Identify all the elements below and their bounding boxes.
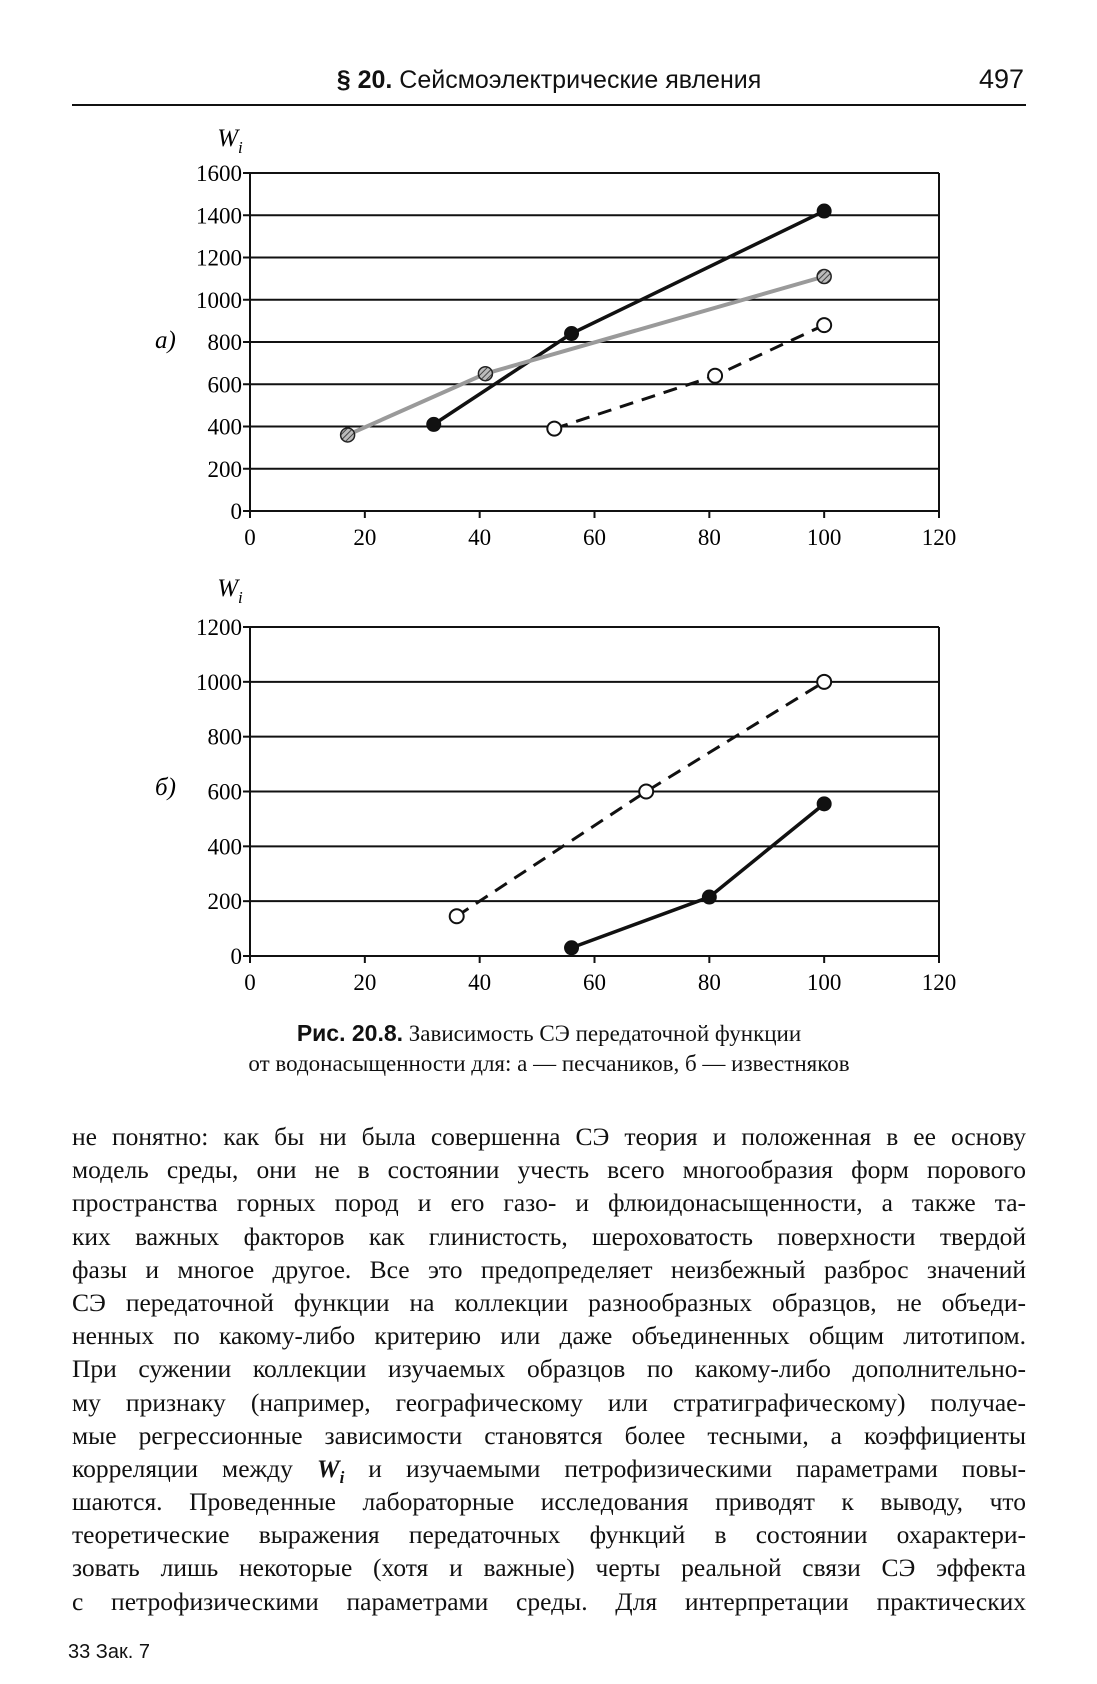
body-line: шаются. Проведенные лабораторные исследования приводят к выводу, что xyxy=(72,1487,1026,1517)
y-tick-label: 1000 xyxy=(196,287,242,313)
y-tick-label: 800 xyxy=(207,330,242,355)
x-tick-label: 100 xyxy=(806,525,842,550)
y-tick-label: 1000 xyxy=(196,669,242,695)
y-tick-label: 0 xyxy=(230,499,242,524)
data-point xyxy=(450,909,464,923)
series-line-2 xyxy=(572,804,825,948)
body-line: корреляции между $W_i$ и изучаемыми петрофизическими параметрами повы- xyxy=(72,1453,1026,1487)
figure-label: Рис. 20.8. xyxy=(296,1020,404,1046)
printer-signature: 33 Зак. 7 xyxy=(68,1641,150,1663)
y-tick-label: 400 xyxy=(207,834,242,860)
data-point xyxy=(817,797,831,811)
data-point xyxy=(478,367,492,381)
body-line: ненных по какому-либо критерию или даже объединенных общим литотипом. xyxy=(72,1321,1026,1351)
body-line: с петрофизическими параметрами среды. Для интерпретации практических xyxy=(72,1586,1026,1616)
y-tick-label: 1200 xyxy=(196,245,242,271)
chart-panel-2 xyxy=(155,575,956,995)
data-point xyxy=(817,318,831,332)
data-point xyxy=(427,417,441,431)
y-tick-label: 1200 xyxy=(196,615,242,640)
data-point xyxy=(817,270,831,284)
series-line-1 xyxy=(434,211,824,424)
body-line: му признаку (например, географическому или стратиграфическому) получае- xyxy=(72,1387,1026,1417)
body-line: ких важных факторов как глинистость, шероховатость поверхности твердой xyxy=(72,1221,1026,1251)
y-tick-label: 0 xyxy=(230,944,242,969)
y-tick-label: 600 xyxy=(207,372,242,398)
body-paragraph xyxy=(72,1120,1026,1618)
body-line: фазы и многое другое. Все это предопределяет неизбежный разброс значений xyxy=(72,1254,1026,1284)
y-tick-label: 600 xyxy=(207,779,242,805)
x-tick-label: 0 xyxy=(244,970,256,995)
y-tick-label: 200 xyxy=(207,456,242,482)
caption-line-2: от водонасыщенности для: а — песчаников, б — известняков xyxy=(248,1051,850,1076)
series-line-1 xyxy=(457,682,824,916)
y-tick-label: 1600 xyxy=(196,161,242,186)
data-point xyxy=(547,422,561,436)
body-line: не понятно: как бы ни была совершенна СЭ теория и положенная в ее основу xyxy=(72,1122,1026,1151)
x-tick-label: 40 xyxy=(468,970,492,995)
body-line: модель среды, они не в состоянии учесть всего многообразия форм порового xyxy=(72,1155,1026,1185)
x-tick-label: 120 xyxy=(921,525,957,550)
data-point xyxy=(708,369,722,383)
figure-caption xyxy=(72,1018,1026,1079)
data-point xyxy=(639,785,653,799)
x-tick-label: 60 xyxy=(583,525,606,550)
y-tick-label: 200 xyxy=(207,889,242,915)
panel-label: б) xyxy=(155,774,176,801)
y-tick-label: 800 xyxy=(207,724,242,750)
caption-line-1: Зависимость СЭ передаточной функции xyxy=(408,1021,802,1046)
x-tick-label: 60 xyxy=(583,970,606,995)
body-line: мые регрессионные зависимости становятся более тесными, а коэффициенты xyxy=(72,1420,1026,1450)
x-tick-label: 40 xyxy=(468,525,492,550)
y-tick-label: 400 xyxy=(207,414,242,440)
data-point xyxy=(341,428,355,442)
page-number: 497 xyxy=(978,64,1024,94)
x-tick-label: 100 xyxy=(806,970,842,995)
x-tick-label: 120 xyxy=(921,970,957,995)
x-tick-label: 20 xyxy=(353,970,377,995)
body-line: СЭ передаточной функции на коллекции разнообразных образцов, не объеди- xyxy=(72,1287,1026,1317)
x-tick-label: 80 xyxy=(697,970,721,995)
y-axis-label: $W_i$ xyxy=(217,575,243,607)
chart-panel-1 xyxy=(155,125,956,550)
data-point xyxy=(702,890,716,904)
body-line: зовать лишь некоторые (хотя и важные) черты реальной связи СЭ эффекта xyxy=(72,1553,1026,1583)
body-line: пространства горных пород и его газо- и флюидонасыщенности, а также та- xyxy=(72,1188,1026,1218)
section-mark: § 20. xyxy=(336,66,393,94)
data-point xyxy=(817,675,831,689)
data-point xyxy=(817,204,831,218)
y-tick-label: 1400 xyxy=(196,203,242,229)
x-tick-label: 0 xyxy=(244,525,256,550)
data-point xyxy=(565,941,579,955)
data-point xyxy=(565,327,579,341)
section-title: Сейсмоэлектрические явления xyxy=(399,66,762,94)
panel-label: а) xyxy=(155,327,176,354)
body-line: При сужении коллекции изучаемых образцов по какому-либо дополнительно- xyxy=(72,1354,1026,1384)
x-tick-label: 20 xyxy=(353,525,377,550)
body-line: теоретические выражения передаточных функций в состоянии охарактери- xyxy=(72,1520,1026,1550)
x-tick-label: 80 xyxy=(697,525,721,550)
y-axis-label: $W_i$ xyxy=(217,125,243,157)
